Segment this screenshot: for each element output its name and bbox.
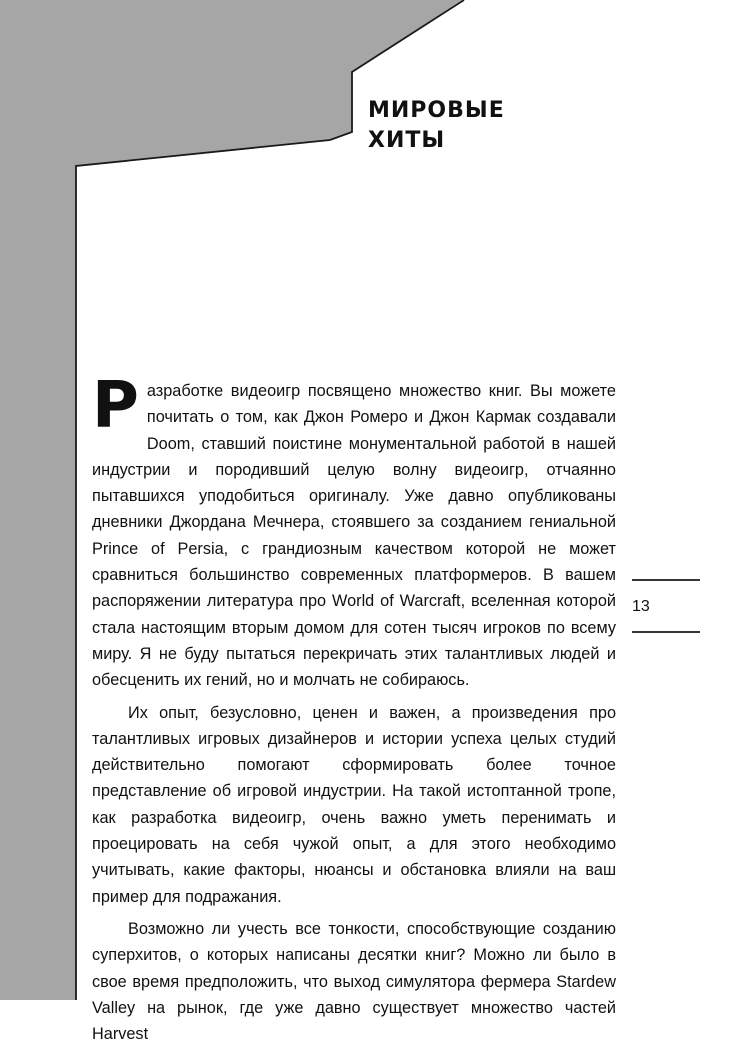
body-text bbox=[92, 369, 616, 1047]
chapter-title bbox=[368, 96, 505, 156]
chapter-title-line-1: МИРОВЫЕ bbox=[368, 98, 505, 123]
chapter-title-line-2: ХИТЫ bbox=[368, 128, 446, 153]
page-number: 13 bbox=[632, 598, 650, 615]
paragraph-2: Их опыт, безусловно, ценен и важен, а произведения про талантливых игровых дизайнеров и истории успеха целых студий действительно помогают сформировать более точное представление об игровой индустрии. На такой истоптанной тропе, как разработка видеоигр, очень важно уметь перенимать и проецировать на себя чужой опыт, а для этого необходимо учитывать, какие факторы, нюансы и обстановка влияли на ваш пример для подражания. bbox=[92, 703, 616, 906]
paragraph-1 bbox=[92, 369, 616, 694]
paragraph-1-text: азработке видеоигр посвящено множество книг. Вы можете почитать о том, как Джон Ромеро и Джон Кармак создавали Doom, ставший поистине монументальной работой в нашей индустрии и породивший целую волну видеоигр, отчаянно пытавшихся уподобиться оригиналу. Уже давно опубликованы дневники Джордана Мечнера, стоявшего за созданием гениальной Prince of Persia, с грандиозным качеством которой не может сравниться большинство современных платформеров. В вашем распоряжении литература про World of Warcraft, вселенная которой стала настоящим вторым домом для сотен тысяч игроков по всему миру. Я не буду пытаться перекричать этих талантливых людей и обесценить их гений, но и молчать не собираюсь. bbox=[92, 382, 616, 690]
drop-cap: Р bbox=[92, 369, 139, 443]
paragraph-3: Возможно ли учесть все тонкости, способствующие созданию суперхитов, о которых написаны десятки книг? Можно ли было в свое время предположить, что выход симулятора фермера Stardew Valley на рынок, где уже давно существует множество частей Harvest bbox=[92, 919, 616, 1044]
